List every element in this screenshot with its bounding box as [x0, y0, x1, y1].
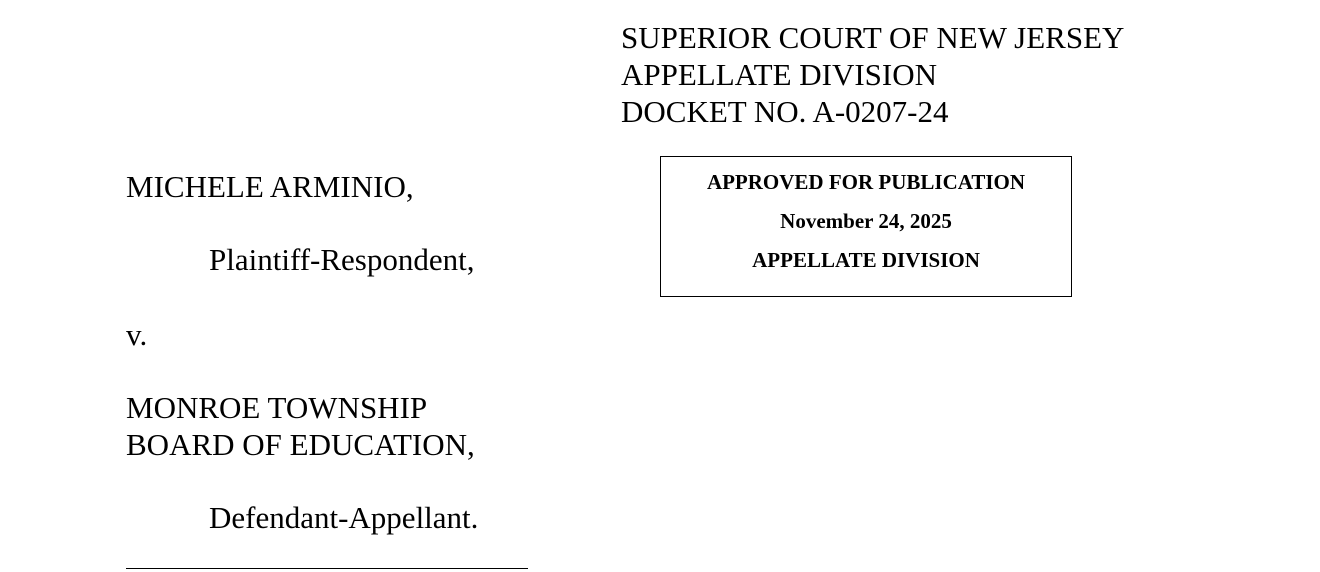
- defendant-name-line-2: BOARD OF EDUCATION,: [126, 427, 475, 462]
- court-name: SUPERIOR COURT OF NEW JERSEY: [621, 20, 1125, 55]
- defendant-name-line-1: MONROE TOWNSHIP: [126, 390, 428, 425]
- docket-number: DOCKET NO. A-0207-24: [621, 94, 949, 129]
- approval-stamp: [660, 156, 1072, 297]
- approval-status: APPROVED FOR PUBLICATION: [706, 170, 1026, 194]
- plaintiff-name: MICHELE ARMINIO,: [126, 169, 414, 204]
- approval-date: November 24, 2025: [780, 209, 952, 233]
- division-name: APPELLATE DIVISION: [621, 57, 938, 92]
- defendant-name: [126, 389, 475, 463]
- caption-divider: [126, 568, 528, 569]
- defendant-role: Defendant-Appellant.: [209, 500, 479, 535]
- versus-label: v.: [126, 317, 148, 352]
- court-header: [621, 19, 1124, 130]
- plaintiff-role: Plaintiff-Respondent,: [209, 242, 475, 277]
- approval-division: APPELLATE DIVISION: [752, 248, 980, 272]
